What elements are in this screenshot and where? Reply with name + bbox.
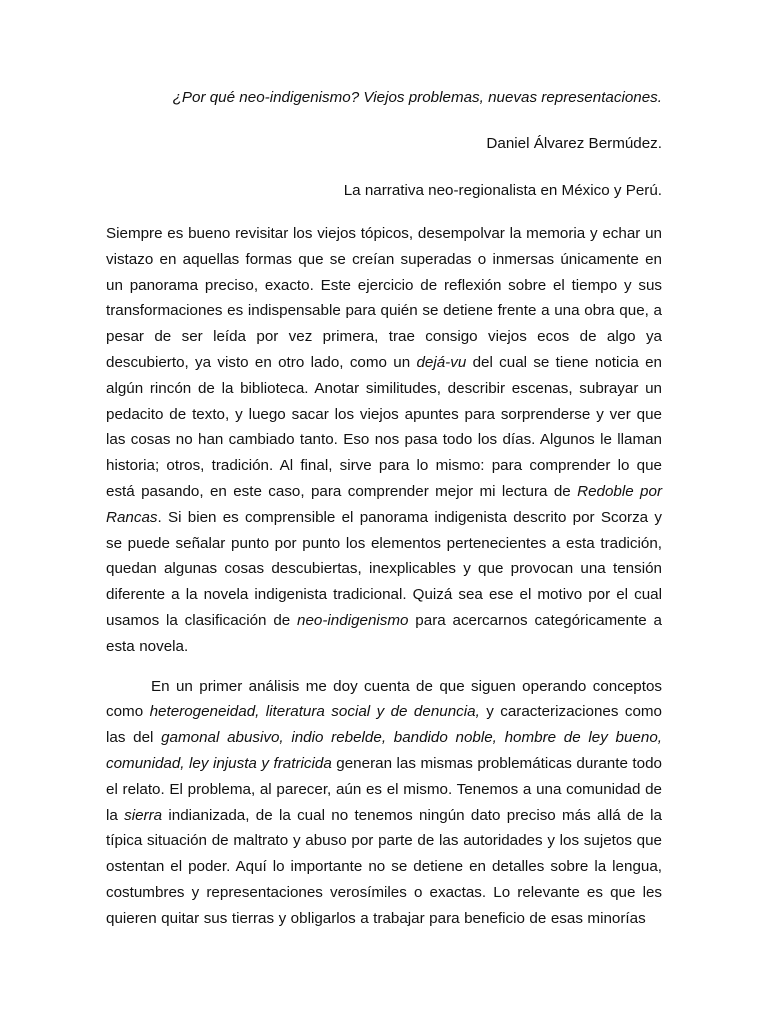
document-body: [106, 88, 662, 932]
document-subtitle: La narrativa neo-regionalista en México y Perú.: [343, 182, 662, 199]
italic-term: sierra: [124, 806, 163, 824]
paragraph-text: y caracterizaciones como las del: [106, 703, 662, 747]
italic-term: dejá-vu: [416, 353, 467, 371]
paragraph-text: del cual se tiene noticia en algún rincón de la biblioteca. Anotar similitudes, describir escenas, subrayar un pedacito de texto, y luego sacar los viejos apuntes para sorprenderse y ver que las cosas no han cambiado tanto. Eso nos pasa todo los días. Algunos le llaman historia; otros, tradición. Al final, sirve para lo mismo: para comprender lo que está pasando, en este caso, para comprender mejor mi lectura de: [106, 353, 662, 500]
document-author: Daniel Álvarez Bermúdez.: [486, 135, 662, 152]
paragraph-1: [106, 221, 662, 660]
italic-term: heterogeneidad, literatura social y de denuncia,: [149, 703, 480, 721]
italic-term: gamonal abusivo, indio rebelde, bandido noble, hombre de ley bueno, comunidad, ley injusta y fratricida: [106, 729, 662, 772]
document-title: ¿Por qué neo-indigenismo? Viejos problemas, nuevas representaciones.: [172, 89, 662, 106]
paragraph-text: generan las mismas problemáticas durante todo el relato. El problema, al parecer, aún es el mismo. Tenemos a una comunidad de la: [106, 754, 662, 824]
paragraph-text: para acercarnos categóricamente a esta novela.: [106, 611, 662, 655]
paragraph-text: En un primer análisis me doy cuenta de que siguen operando conceptos como: [106, 677, 662, 721]
italic-term: neo-indigenismo: [297, 611, 409, 629]
paragraph-text: . Si bien es comprensible el panorama indigenista descrito por Scorza y se puede señalar punto por punto los elementos pertenecientes a esta tradición, quedan algunas cosas descubiertas, inexplicables y que provocan una tensión diferente a la novela indigenista tradicional. Quizá sea ese el motivo por el cual usamos la clasificación de: [106, 508, 662, 629]
paragraph-text: indianizada, de la cual no tenemos ningún dato preciso más allá de la típica situación de maltrato y abuso por parte de las autoridades y los sujetos que ostentan el poder. Aquí lo importante no se detiene en detalles sobre la lengua, costumbres y representaciones verosímiles o exactas. Lo relevante es que les quieren quitar sus tierras y obligarlos a trabajar para beneficio de esas minorías: [106, 806, 662, 927]
paragraph-text: Siempre es bueno revisitar los viejos tópicos, desempolvar la memoria y echar un vistazo en aquellas formas que se creían superadas o inmersas únicamente en un panorama preciso, exacto. Este ejercicio de reflexión sobre el tiempo y sus transformaciones es indispensable para quién se detiene frente a una obra que, a pesar de ser leída por vez primera, trae consigo viejos ecos de algo ya descubierto, ya visto en otro lado, como un: [106, 225, 662, 371]
italic-book-title: Redoble por Rancas: [106, 482, 663, 526]
paragraph-2: [106, 674, 662, 932]
